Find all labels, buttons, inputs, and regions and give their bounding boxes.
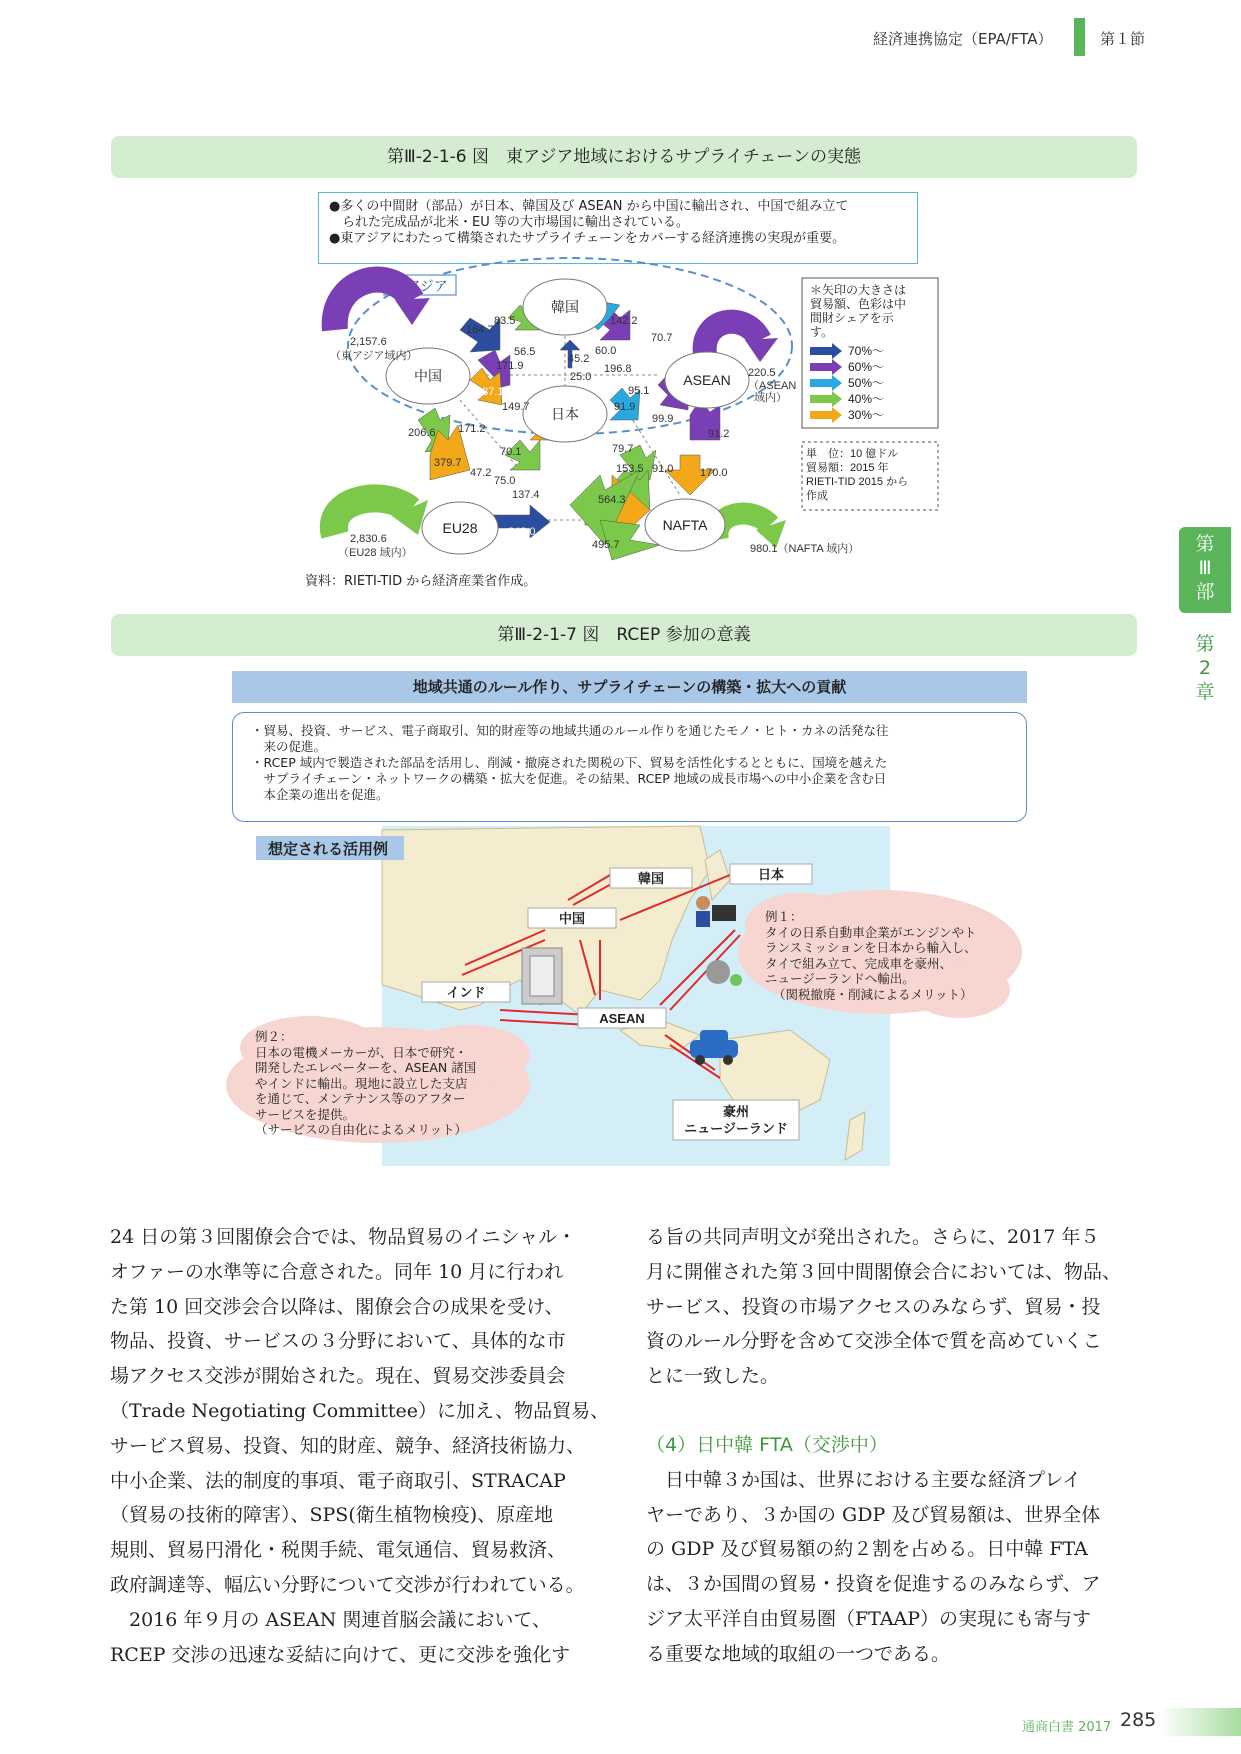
footer-book: 通商白書 2017: [1022, 1720, 1112, 1735]
val-137-4: 137.4: [512, 489, 540, 501]
body-left-9: （貿易の技術的障害）、SPS(衛生植物検疫)、原産地: [110, 1504, 554, 1527]
part-tab-c1: 第: [1195, 533, 1215, 555]
footer-bar: [1160, 1708, 1241, 1736]
fig2-title: 第Ⅲ-2-1-7 図 RCEP 参加の意義: [111, 614, 1137, 656]
body-left-1: 24 日の第３回閣僚会合では、物品貿易のイニシャル・: [110, 1226, 577, 1248]
val-171-9: 171.9: [496, 360, 524, 372]
unit-line-2: 貿易額：2015 年: [806, 462, 889, 474]
body-right-11: る重要な地域的取組の一つである。: [646, 1642, 951, 1665]
val-149-7: 149.7: [502, 401, 530, 413]
intra-eu-value: 2,830.6: [350, 533, 387, 545]
fig2-bullet-2b: サプライチェーン・ネットワークの構築・拡大を促進。その結果、RCEP 地域の成長市場への中小企業を含む日: [251, 771, 887, 786]
unit-line-1: 単 位：10 億ドル: [806, 448, 899, 460]
example2-line-3: 開発したエレベーターを、ASEAN 諸国: [255, 1060, 477, 1075]
body-right-6: 日中韓３か国は、世界における主要な経済プレイ: [646, 1468, 1082, 1491]
body-right-4: 資のルール分野を含めて交渉全体で質を高めていくこ: [646, 1330, 1102, 1353]
val-137-1: 137.1: [476, 386, 504, 398]
val-170-0: 170.0: [700, 467, 728, 479]
chapter-tab-c1: 第: [1195, 633, 1215, 655]
legend-item-2: 50%〜: [848, 376, 885, 390]
body-left-7: サービス貿易、投資、知的財産、競争、経済技術協力、: [110, 1434, 586, 1457]
body-left-11: 政府調達等、幅広い分野について交渉が行われている。: [110, 1573, 585, 1596]
legend-line-2: 貿易額、色彩は中: [810, 297, 907, 311]
val-95-1: 95.1: [628, 385, 650, 397]
fig2-bullet-1b: 来の促進。: [251, 739, 327, 754]
node-china-label: 中国: [414, 368, 442, 384]
body-right-2: 月に開催された第３回中間閣僚会合においては、物品、: [646, 1260, 1122, 1283]
chapter-tab-c2: 2: [1198, 657, 1212, 679]
legend-item-3: 40%〜: [848, 392, 885, 406]
val-153-5: 153.5: [616, 463, 644, 475]
body-left-8: 中小企業、法的制度的事項、電子商取引、STRACAP: [110, 1469, 566, 1492]
example1-line-6: （関税撤廃・削減によるメリット）: [773, 986, 973, 1002]
val-142-2: 142.2: [610, 315, 638, 327]
unit-line-3: RIETI-TID 2015 から: [806, 476, 909, 488]
val-25-0: 25.0: [570, 371, 592, 383]
val-56-5: 56.5: [514, 346, 536, 358]
intra-eu-label: （EU28 域内）: [338, 547, 413, 559]
fig1-note-3: ●東アジアにわたって構築されたサプライチェーンをカバーする経済連携の実現が重要。: [329, 231, 846, 246]
example2-line-4: やインドに輸出。現地に設立した支店: [255, 1075, 468, 1091]
val-99-9: 99.9: [652, 413, 674, 425]
legend-line-1: ＊矢印の大きさは: [810, 283, 907, 297]
body-left-10: 規則、貿易円滑化・税関手続、電気通信、貿易救済、: [110, 1539, 567, 1562]
example2-line-1: 例２：: [255, 1029, 293, 1044]
node-japan-label: 日本: [551, 406, 579, 422]
fig2-bullet-2a: ・RCEP 域内で製造された部品を活用し、削減・撤廃された関税の下、貿易を活性化するとともに、国境を越えた: [251, 755, 888, 770]
body-left-column: [110, 1220, 610, 1672]
map-nz: ニュージーランド: [684, 1121, 788, 1136]
example2-line-7: （サービスの自由化によるメリット）: [255, 1122, 468, 1137]
val-171-2: 171.2: [458, 423, 486, 435]
val-196-8: 196.8: [604, 363, 632, 375]
example2-line-2: 日本の電機メーカーが、日本で研究・: [255, 1044, 468, 1060]
legend-item-4: 30%〜: [848, 408, 885, 422]
val-91-9: 91.9: [614, 401, 636, 413]
val-342-0: 342.0: [508, 526, 536, 538]
fig1-title: 第Ⅲ-2-1-6 図 東アジア地域におけるサプライチェーンの実態: [111, 136, 1137, 178]
part-tab-c3: 部: [1195, 581, 1215, 603]
val-47-2: 47.2: [470, 467, 492, 479]
example2-line-5: を通じて、メンテナンス等のアフター: [255, 1091, 466, 1106]
fig1-source: 資料：RIETI-TID から経済産業省作成。: [305, 574, 537, 589]
body-left-4: 物品、投資、サービスの３分野において、具体的な市: [110, 1330, 566, 1353]
legend-item-1: 60%〜: [848, 360, 885, 374]
intra-asean-value: 220.5: [748, 367, 776, 379]
body-left-13: RCEP 交渉の迅速な妥結に向けて、更に交渉を強化す: [110, 1643, 571, 1666]
val-91-2: 91.2: [708, 428, 730, 440]
header-section: 経済連携協定（EPA/FTA）: [873, 30, 1053, 48]
example1-line-1: 例１：: [765, 909, 803, 924]
example1-line-2: タイの日系自動車企業がエンジンやト: [765, 924, 977, 940]
map-korea: 韓国: [637, 871, 665, 886]
map-asean: ASEAN: [599, 1011, 645, 1026]
val-206-6: 206.6: [408, 427, 436, 439]
map-china: 中国: [558, 911, 586, 926]
body-right-column: [646, 1220, 1146, 1672]
legend-line-3: 間財シェアを示: [810, 311, 894, 325]
example1-line-3: ランスミッションを日本から輸入し、: [765, 940, 977, 955]
val-91-0: 91.0: [652, 463, 674, 475]
map-india: インド: [446, 985, 486, 1000]
body-left-3: た第 10 回交渉会合以降は、閣僚会合の成果を受け、: [110, 1295, 564, 1318]
part-tab-c2: Ⅲ: [1198, 557, 1212, 579]
example1-text: [765, 909, 977, 1002]
body-right-5: とに一致した。: [646, 1365, 780, 1388]
body-right-10: ジア太平洋自由貿易圏（FTAAP）の実現にも寄与す: [646, 1607, 1092, 1630]
region-label: 東アジア: [392, 278, 448, 294]
example1-line-5: ニュージーランドへ輸出。: [765, 971, 915, 986]
val-70-1: 70.1: [500, 446, 522, 458]
body-right-8: の GDP 及び貿易額の約２割を占める。日中韓 FTA: [646, 1538, 1088, 1561]
fig2-bullet-1a: ・貿易、投資、サービス、電子商取引、知的財産等の地域共通のルール作りを通じたモノ・ヒト・カネの活発な往: [251, 723, 889, 738]
fig2-bullet-2c: 本企業の進出を促進。: [251, 787, 389, 802]
val-495-7: 495.7: [592, 539, 620, 551]
intra-ea-label: （東アジア域内）: [330, 350, 418, 362]
intra-nafta-label: 980.1（NAFTA 域内）: [750, 543, 860, 555]
intra-asean-label1: （ASEAN: [748, 380, 797, 392]
val-75-0: 75.0: [494, 475, 516, 487]
body-right-9: は、３か国間の貿易・投資を促進するのみならず、ア: [646, 1573, 1101, 1596]
elevator-icon: [522, 948, 562, 1004]
section-heading: （4）日中韓 FTA（交渉中）: [646, 1433, 888, 1456]
chapter-tab-c3: 章: [1195, 681, 1215, 703]
map-aus: 豪州: [722, 1104, 750, 1119]
node-asean-label: ASEAN: [683, 372, 731, 388]
body-left-12: 2016 年９月の ASEAN 関連首脳会議において、: [110, 1608, 552, 1631]
val-60-0: 60.0: [595, 345, 617, 357]
unit-line-4: 作成: [806, 490, 828, 502]
val-379-7: 379.7: [434, 457, 462, 469]
header-chapter: 第１節: [1100, 30, 1146, 48]
val-79-7: 79.7: [612, 443, 634, 455]
body-right-3: サービス、投資の市場アクセスのみならず、貿易・投: [646, 1295, 1101, 1318]
fig1-note-2: られた完成品が北米・EU 等の大市場国に輸出されている。: [329, 215, 689, 230]
node-eu-label: EU28: [442, 520, 478, 536]
intra-ea-value: 2,157.6: [350, 336, 387, 348]
body-right-1: る旨の共同声明文が発出された。さらに、2017 年５: [646, 1226, 1100, 1248]
body-right-7: ヤーであり、３か国の GDP 及び貿易額は、世界全体: [646, 1503, 1101, 1526]
body-left-5: 場アクセス交渉が開始された。現在、貿易交渉委員会: [110, 1365, 566, 1388]
map-japan: 日本: [757, 867, 785, 882]
usecase-label: 想定される活用例: [268, 840, 389, 858]
node-korea-label: 韓国: [551, 299, 579, 315]
body-left-6: （Trade Negotiating Committee）に加え、物品貿易、: [110, 1399, 610, 1422]
page-number: 285: [1120, 1709, 1157, 1731]
body-left-2: オファーの水準等に合意された。同年 10 月に行われ: [110, 1260, 564, 1283]
val-164-7: 164.7: [466, 324, 494, 336]
example2-line-6: サービスを提供。: [255, 1106, 356, 1122]
intra-asean-label2: 域内）: [754, 392, 787, 404]
val-45-2: 45.2: [568, 353, 590, 365]
node-nafta-label: NAFTA: [662, 517, 708, 533]
body-right-spacer: [646, 1394, 1146, 1428]
fig1-note-1: ●多くの中間財（部品）が日本、韓国及び ASEAN から中国に輸出され、中国で組み立て: [329, 199, 849, 214]
fig2-banner: 地域共通のルール作り、サプライチェーンの構築・拡大への貢献: [232, 671, 1027, 703]
val-70-7: 70.7: [651, 332, 673, 344]
legend-item-0: 70%〜: [848, 344, 885, 358]
val-83-5: 83.5: [494, 315, 516, 327]
val-564-3: 564.3: [598, 494, 626, 506]
example2-text: [255, 1029, 476, 1138]
legend-line-4: す。: [810, 325, 834, 339]
example1-line-4: タイで組み立て、完成車を豪州、: [765, 955, 953, 971]
